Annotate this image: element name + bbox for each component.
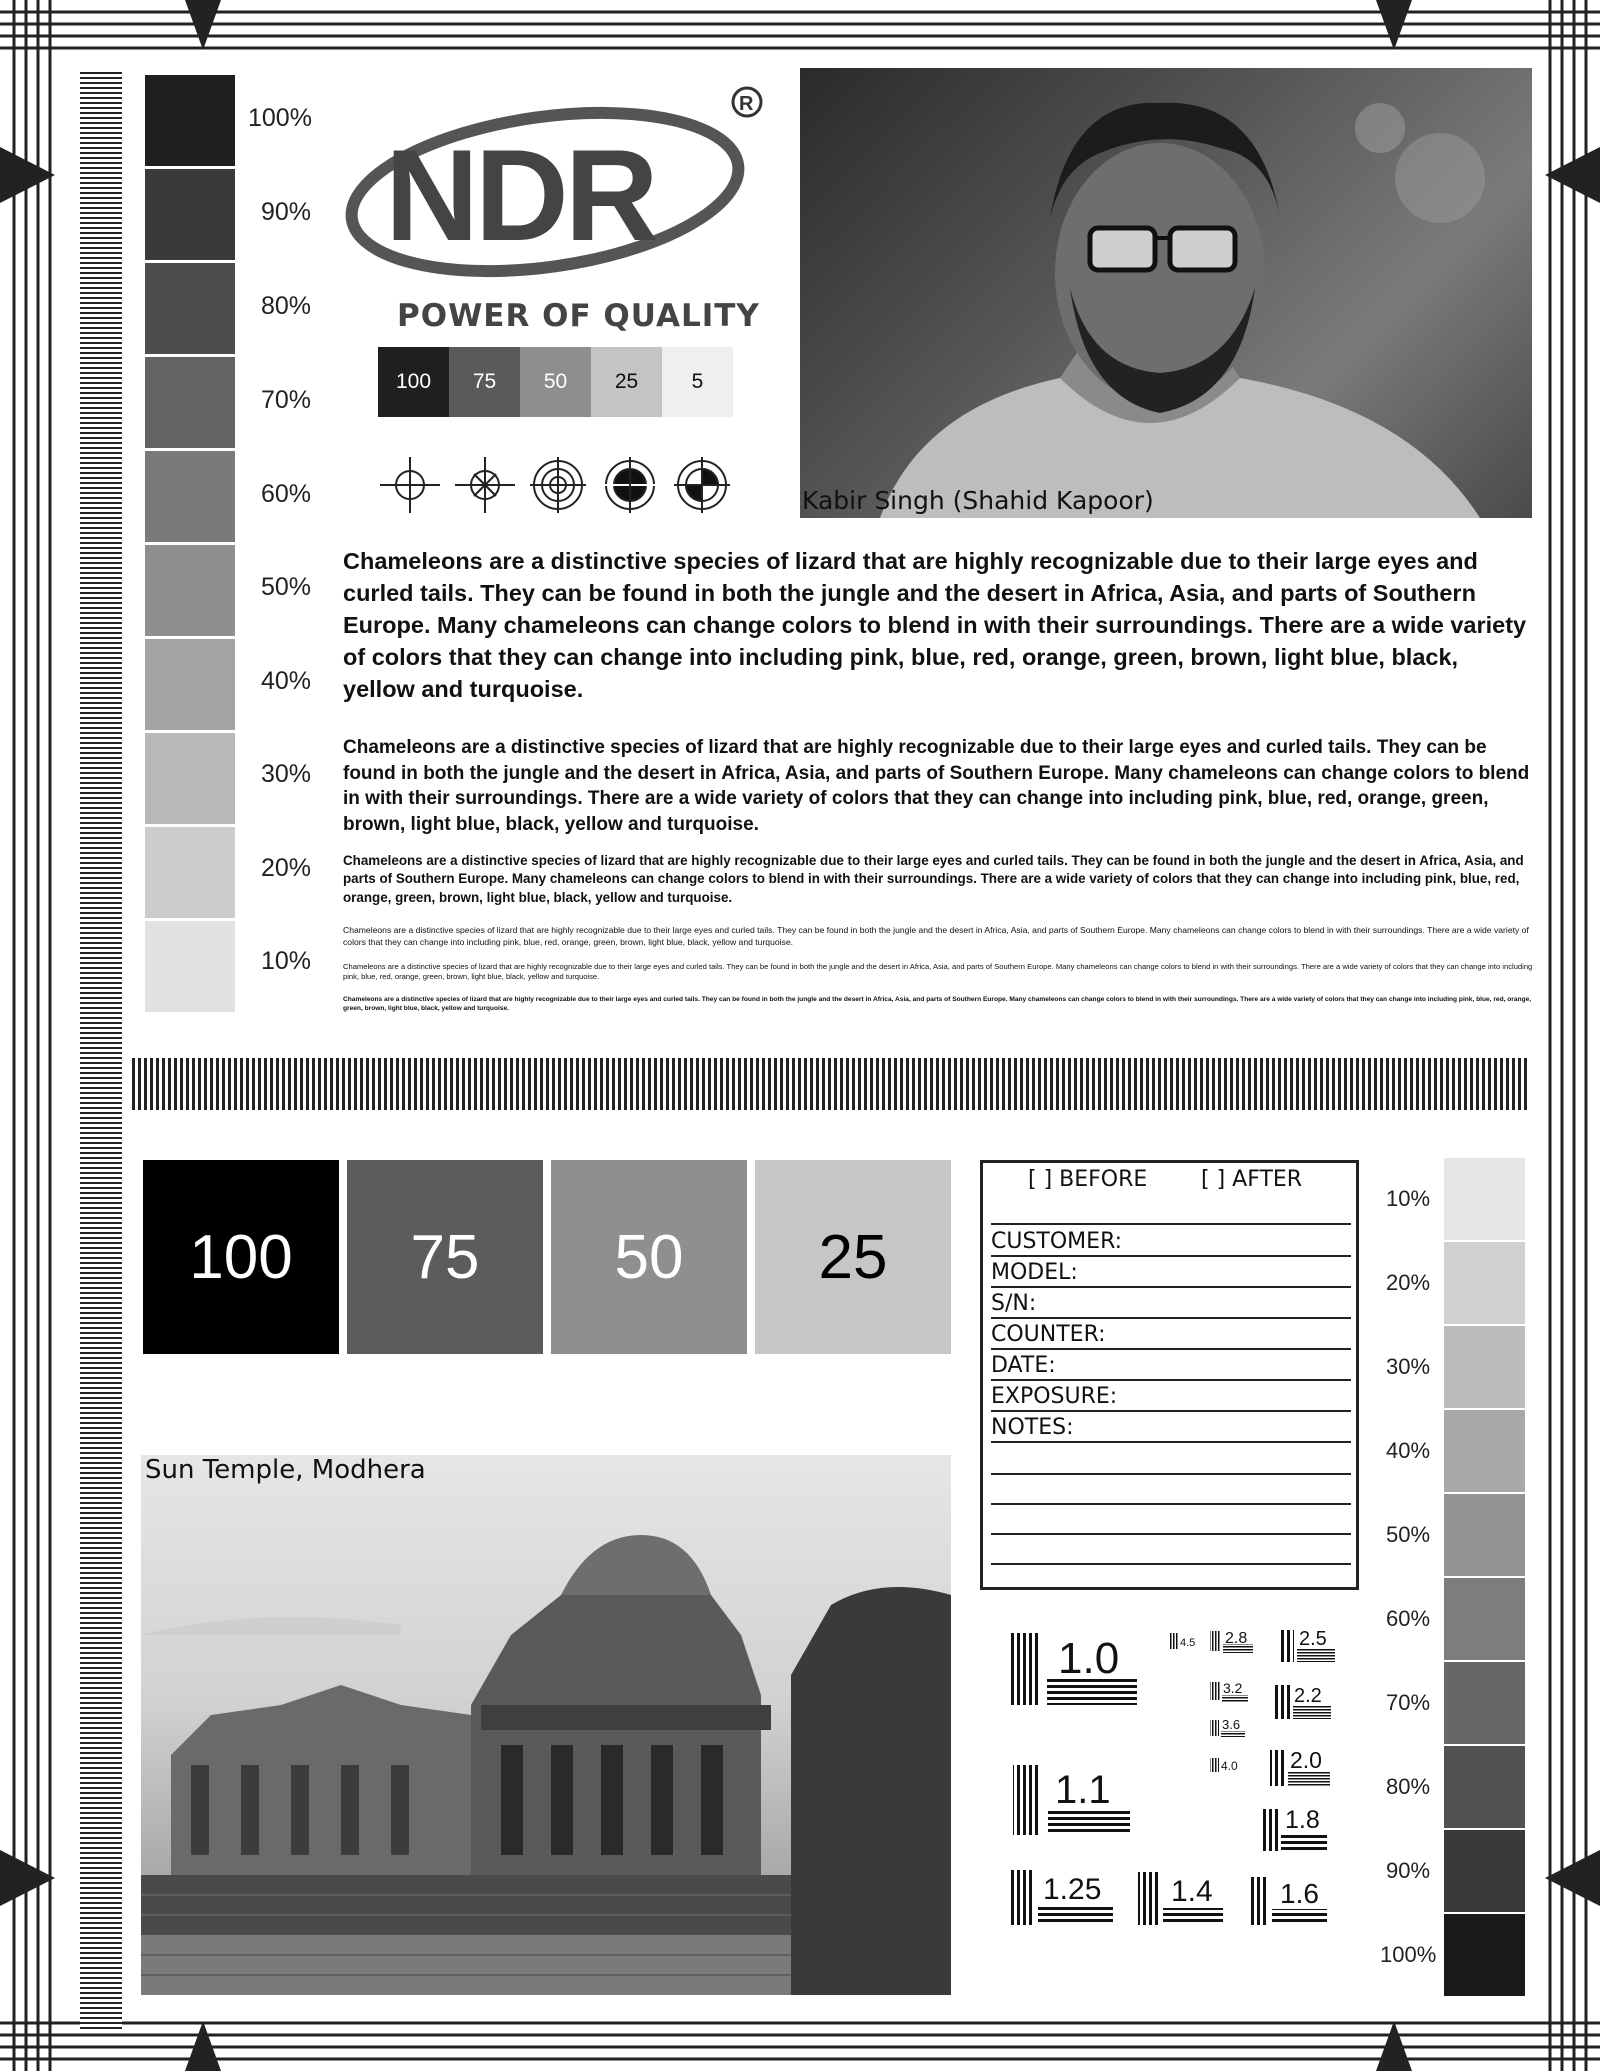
scale-label: 30% — [261, 760, 312, 788]
scale-label: 70% — [1386, 1690, 1431, 1715]
notes-line[interactable] — [991, 1473, 1351, 1475]
left-hatch-bar — [80, 72, 122, 2030]
logo-tagline: POWER OF QUALITY — [397, 298, 760, 334]
small-swatch-strip — [378, 347, 733, 417]
res-label: 1.6 — [1280, 1878, 1319, 1909]
portrait-photo — [800, 68, 1532, 518]
res-label: 1.0 — [1058, 1634, 1120, 1683]
gray-step-50 — [145, 545, 235, 636]
small-swatch-50: 50 — [520, 347, 591, 417]
before-checkbox-label[interactable]: [ ] BEFORE — [1028, 1167, 1148, 1192]
temple-photo — [141, 1455, 951, 1995]
gray-step-20 — [1444, 1242, 1525, 1324]
scale-label: 50% — [261, 573, 312, 601]
resolution-test-marks — [1005, 1625, 1350, 1935]
res-label: 3.2 — [1223, 1680, 1243, 1696]
scale-label: 80% — [261, 292, 312, 320]
scale-label: 20% — [261, 854, 312, 882]
small-swatch-100: 100 — [378, 347, 449, 417]
small-swatch-25: 25 — [591, 347, 662, 417]
res-mark-4-0 — [1210, 1758, 1238, 1773]
scale-label: 70% — [261, 386, 312, 414]
res-mark-3-2 — [1210, 1680, 1248, 1702]
big-swatch-75: 75 — [347, 1160, 543, 1354]
big-swatch-100: 100 — [143, 1160, 339, 1354]
counter-field[interactable]: COUNTER: — [991, 1322, 1351, 1350]
scale-label: 100% — [248, 104, 312, 132]
res-mark-2-0 — [1270, 1747, 1330, 1786]
res-label: 2.2 — [1294, 1685, 1322, 1707]
target-filled-icon — [602, 457, 658, 513]
scale-label: 40% — [261, 667, 312, 695]
service-record-form — [980, 1160, 1359, 1590]
res-mark-1-1 — [1013, 1765, 1130, 1835]
res-label: 1.4 — [1171, 1875, 1213, 1908]
svg-text:R: R — [739, 93, 754, 115]
gray-step-60 — [1444, 1578, 1525, 1660]
big-swatch-50: 50 — [551, 1160, 747, 1354]
res-mark-2-5 — [1280, 1628, 1335, 1662]
scale-label: 60% — [1386, 1606, 1431, 1631]
scale-label: 90% — [261, 198, 312, 226]
scale-label: 10% — [1386, 1186, 1431, 1211]
target-quarters-icon — [674, 457, 730, 513]
gray-step-100 — [1444, 1914, 1525, 1996]
scale-label: 50% — [1386, 1522, 1431, 1547]
res-mark-1-8 — [1260, 1806, 1327, 1851]
registration-marks — [380, 455, 740, 515]
big-swatch-25: 25 — [755, 1160, 951, 1354]
gray-step-70 — [145, 357, 235, 448]
scale-label: 30% — [1386, 1354, 1431, 1379]
small-swatch-5: 5 — [662, 347, 733, 417]
gray-step-100 — [145, 75, 235, 166]
res-mark-1-25 — [1010, 1870, 1113, 1925]
logo-text: NDR — [385, 122, 655, 268]
res-label: 4.0 — [1221, 1759, 1238, 1773]
res-label: 3.6 — [1222, 1717, 1241, 1732]
gray-step-90 — [1444, 1830, 1525, 1912]
res-mark-2-8 — [1210, 1630, 1253, 1653]
notes-line[interactable] — [991, 1563, 1351, 1565]
date-field[interactable]: DATE: — [991, 1353, 1351, 1381]
res-mark-1-4 — [1138, 1872, 1223, 1925]
portrait-caption: Kabir Singh (Shahid Kapoor) — [802, 486, 1154, 515]
gray-step-40 — [145, 639, 235, 730]
res-mark-2-2 — [1275, 1685, 1331, 1719]
middle-hatch-bar — [132, 1058, 1527, 1110]
after-checkbox-label[interactable]: [ ] AFTER — [1201, 1167, 1303, 1192]
sample-paragraph-m: Chameleons are a distinctive species of lizard that are highly recognizable due to their large eyes and curled tails. They can be found in both the jungle and the desert in Africa, Asia, and parts of Southern Europe. Many chameleons can change colors to blend in with their surroundings. There are a wide variety of colors that they can change into including pink, blue, red, orange, green, brown, light blue, black, yellow and turquoise. — [343, 853, 1524, 905]
sample-paragraph-xxs: Chameleons are a distinctive species of lizard that are highly recognizable due to their large eyes and curled tails. They can be found in both the jungle and the desert in Africa, Asia, and parts of Southern Europe. Many chameleons can change colors to blend in with their surroundings. There are a wide variety of colors that they can change into including pink, blue, red, orange, green, brown, light blue, black, yellow and turquoise. — [343, 996, 1532, 1012]
sample-paragraph-s: Chameleons are a distinctive species of lizard that are highly recognizable due to their large eyes and curled tails. They can be found in both the jungle and the desert in Africa, Asia, and parts of Southern Europe. Many chameleons can change colors to blend in with their surroundings. There are a wide variety of colors that they can change into including pink, blue, red, orange, green, brown, light blue, black, yellow and turquoise. — [343, 925, 1529, 947]
res-mark-3-6 — [1210, 1717, 1245, 1737]
gray-step-10 — [145, 921, 235, 1012]
exposure-field[interactable]: EXPOSURE: — [991, 1384, 1351, 1412]
temple-illustration — [141, 1455, 951, 1995]
scale-label: 100% — [1380, 1942, 1437, 1967]
scale-label: 80% — [1386, 1774, 1431, 1799]
gray-step-80 — [145, 263, 235, 354]
customer-field[interactable]: CUSTOMER: — [991, 1229, 1351, 1257]
scale-label: 10% — [261, 947, 312, 975]
res-label: 2.0 — [1290, 1747, 1322, 1773]
gray-step-50 — [1444, 1494, 1525, 1576]
serial-number-field[interactable]: S/N: — [991, 1291, 1351, 1319]
res-label: 1.8 — [1285, 1806, 1320, 1834]
res-label: 4.5 — [1180, 1637, 1196, 1649]
res-mark-4-5 — [1170, 1633, 1195, 1649]
gray-step-10 — [1444, 1158, 1525, 1240]
res-label: 1.25 — [1043, 1873, 1102, 1906]
crosshair-icon — [380, 457, 440, 513]
gray-step-40 — [1444, 1410, 1525, 1492]
crosshair-x-icon — [455, 457, 515, 513]
gray-step-80 — [1444, 1746, 1525, 1828]
notes-line[interactable] — [991, 1503, 1351, 1505]
notes-field[interactable]: NOTES: — [991, 1415, 1351, 1443]
sample-paragraph-xs: Chameleons are a distinctive species of lizard that are highly recognizable due to their large eyes and curled tails. They can be found in both the jungle and the desert in Africa, Asia, and parts of Southern Europe. Many chameleons can change colors to blend in with their surroundings. There are a wide variety of colors that they can change into including pink, blue, red, orange, green, brown, light blue, black, yellow and turquoise. — [343, 962, 1533, 982]
scale-label: 90% — [1386, 1858, 1431, 1883]
sample-paragraph-xl: Chameleons are a distinctive species of lizard that are highly recognizable due to their large eyes and curled tails. They can be found in both the jungle and the desert in Africa, Asia, and parts of Southern Europe. Many chameleons can change colors to blend in with their surroundings. There are a wide variety of colors that they can change into including pink, blue, red, orange, green, brown, light blue, black, yellow and turquoise. — [343, 548, 1527, 702]
small-swatch-75: 75 — [449, 347, 520, 417]
gray-step-90 — [145, 169, 235, 260]
res-label: 1.1 — [1055, 1768, 1111, 1812]
scale-label: 60% — [261, 480, 312, 508]
gray-step-30 — [145, 733, 235, 824]
gray-step-30 — [1444, 1326, 1525, 1408]
gray-step-60 — [145, 451, 235, 542]
gray-step-70 — [1444, 1662, 1525, 1744]
target-rings-icon — [530, 457, 586, 513]
portrait-illustration — [800, 68, 1532, 518]
scale-label: 40% — [1386, 1438, 1431, 1463]
ndr-logo — [345, 80, 770, 280]
sample-paragraph-l: Chameleons are a distinctive species of lizard that are highly recognizable due to their large eyes and curled tails. They can be found in both the jungle and the desert in Africa, Asia, and parts of Southern Europe. Many chameleons can change colors to blend in with their surroundings. There are a wide variety of colors that they can change into including pink, blue, red, orange, green, brown, light blue, black, yellow and turquoise. — [343, 737, 1530, 835]
res-label: 2.8 — [1225, 1630, 1248, 1647]
notes-line[interactable] — [991, 1533, 1351, 1535]
res-mark-1-0 — [1010, 1633, 1137, 1705]
gray-step-20 — [145, 827, 235, 918]
res-label: 2.5 — [1299, 1628, 1327, 1650]
res-mark-1-6 — [1249, 1877, 1327, 1925]
temple-caption: Sun Temple, Modhera — [145, 1455, 426, 1485]
scale-label: 20% — [1386, 1270, 1431, 1295]
form-rule — [991, 1223, 1351, 1225]
model-field[interactable]: MODEL: — [991, 1260, 1351, 1288]
